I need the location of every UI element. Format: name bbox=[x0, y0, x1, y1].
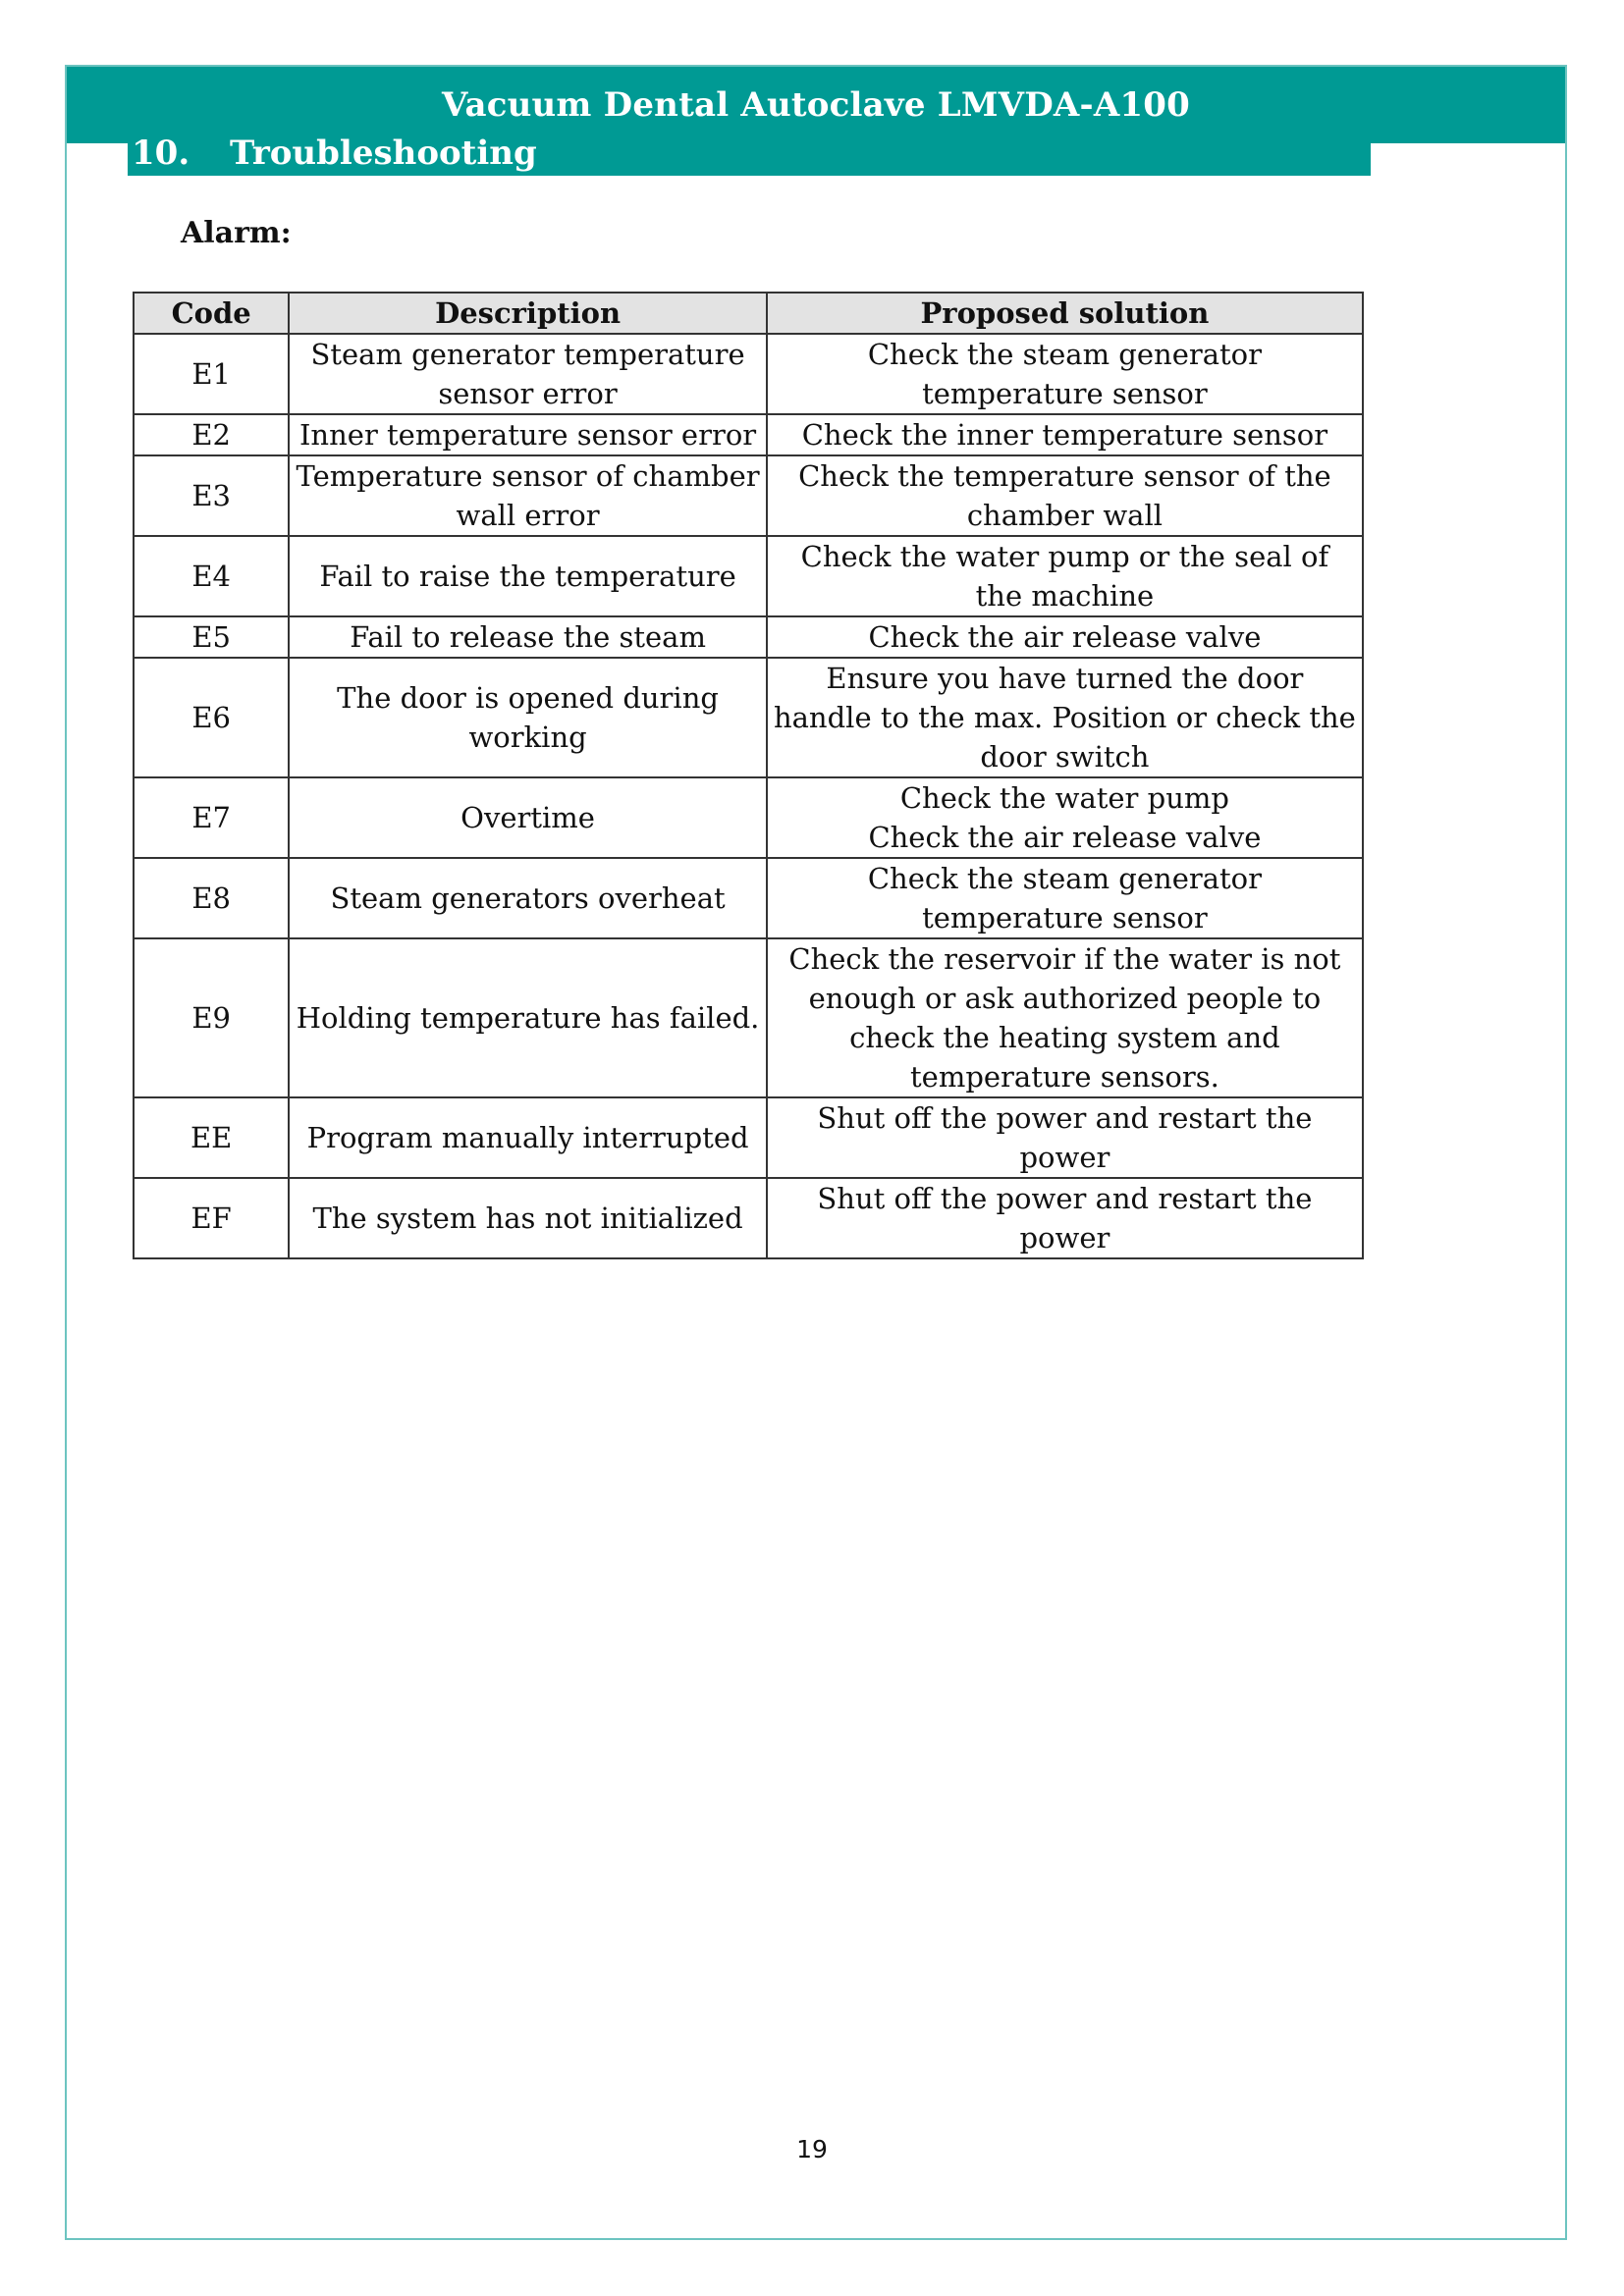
alarm-code: EF bbox=[134, 1178, 289, 1258]
alarm-description: Fail to raise the temperature bbox=[289, 536, 767, 616]
solution-line: Check the water pump or the seal of the machine bbox=[800, 540, 1329, 613]
section-title: Troubleshooting bbox=[230, 133, 537, 173]
alarm-description: Overtime bbox=[289, 777, 767, 858]
proposed-solution bbox=[767, 616, 1363, 658]
solution-line: Check the inner temperature sensor bbox=[801, 418, 1328, 452]
table-header-row bbox=[134, 293, 1363, 334]
section-heading bbox=[128, 131, 1371, 176]
table-row bbox=[134, 1178, 1363, 1258]
proposed-solution bbox=[767, 777, 1363, 858]
alarm-description: Temperature sensor of chamber wall error bbox=[289, 455, 767, 536]
table-row bbox=[134, 334, 1363, 414]
table-row bbox=[134, 455, 1363, 536]
table-row bbox=[134, 658, 1363, 777]
column-header-solution: Proposed solution bbox=[767, 293, 1363, 334]
table-body bbox=[134, 334, 1363, 1258]
solution-line: Check the water pump bbox=[899, 781, 1229, 815]
solution-line: Ensure you have turned the door handle to the max. Position or check the door switch bbox=[773, 662, 1356, 774]
alarm-label: Alarm: bbox=[181, 216, 292, 250]
table-row bbox=[134, 616, 1363, 658]
alarm-code: E1 bbox=[134, 334, 289, 414]
column-header-code: Code bbox=[134, 293, 289, 334]
alarm-code: E3 bbox=[134, 455, 289, 536]
document-title: Vacuum Dental Autoclave LMVDA-A100 bbox=[442, 85, 1190, 125]
alarm-code: E5 bbox=[134, 616, 289, 658]
proposed-solution bbox=[767, 334, 1363, 414]
table-row bbox=[134, 414, 1363, 455]
column-header-description: Description bbox=[289, 293, 767, 334]
proposed-solution bbox=[767, 1178, 1363, 1258]
proposed-solution bbox=[767, 858, 1363, 938]
alarm-description: The door is opened during working bbox=[289, 658, 767, 777]
solution-line: Check the steam generator temperature sensor bbox=[867, 338, 1262, 410]
page-number: 19 bbox=[796, 2135, 828, 2163]
alarm-code: EE bbox=[134, 1097, 289, 1178]
section-number: 10. bbox=[132, 133, 190, 173]
solution-line: Check the reservoir if the water is not enough or ask authorized people to check the heating system and temperature sensors. bbox=[788, 942, 1341, 1094]
alarm-description: Program manually interrupted bbox=[289, 1097, 767, 1178]
alarm-code: E6 bbox=[134, 658, 289, 777]
solution-line: Shut off the power and restart the power bbox=[817, 1101, 1313, 1174]
solution-line: Check the steam generator temperature sensor bbox=[867, 862, 1262, 934]
solution-line: Check the air release valve bbox=[868, 821, 1262, 854]
alarm-description: Holding temperature has failed. bbox=[289, 938, 767, 1097]
table-row bbox=[134, 1097, 1363, 1178]
proposed-solution bbox=[767, 938, 1363, 1097]
proposed-solution bbox=[767, 1097, 1363, 1178]
table-row bbox=[134, 777, 1363, 858]
table-row bbox=[134, 536, 1363, 616]
alarm-code: E9 bbox=[134, 938, 289, 1097]
proposed-solution bbox=[767, 536, 1363, 616]
proposed-solution bbox=[767, 455, 1363, 536]
alarm-description: Fail to release the steam bbox=[289, 616, 767, 658]
alarm-code: E4 bbox=[134, 536, 289, 616]
proposed-solution bbox=[767, 658, 1363, 777]
alarm-code: E7 bbox=[134, 777, 289, 858]
alarm-code: E8 bbox=[134, 858, 289, 938]
solution-line: Shut off the power and restart the power bbox=[817, 1182, 1313, 1255]
alarm-table bbox=[133, 292, 1364, 1259]
solution-line: Check the temperature sensor of the chamber wall bbox=[798, 459, 1331, 532]
alarm-description: Steam generators overheat bbox=[289, 858, 767, 938]
solution-line: Check the air release valve bbox=[868, 620, 1262, 654]
table-row bbox=[134, 858, 1363, 938]
alarm-description: Steam generator temperature sensor error bbox=[289, 334, 767, 414]
alarm-code: E2 bbox=[134, 414, 289, 455]
alarm-description: The system has not initialized bbox=[289, 1178, 767, 1258]
table-row bbox=[134, 938, 1363, 1097]
proposed-solution bbox=[767, 414, 1363, 455]
alarm-description: Inner temperature sensor error bbox=[289, 414, 767, 455]
